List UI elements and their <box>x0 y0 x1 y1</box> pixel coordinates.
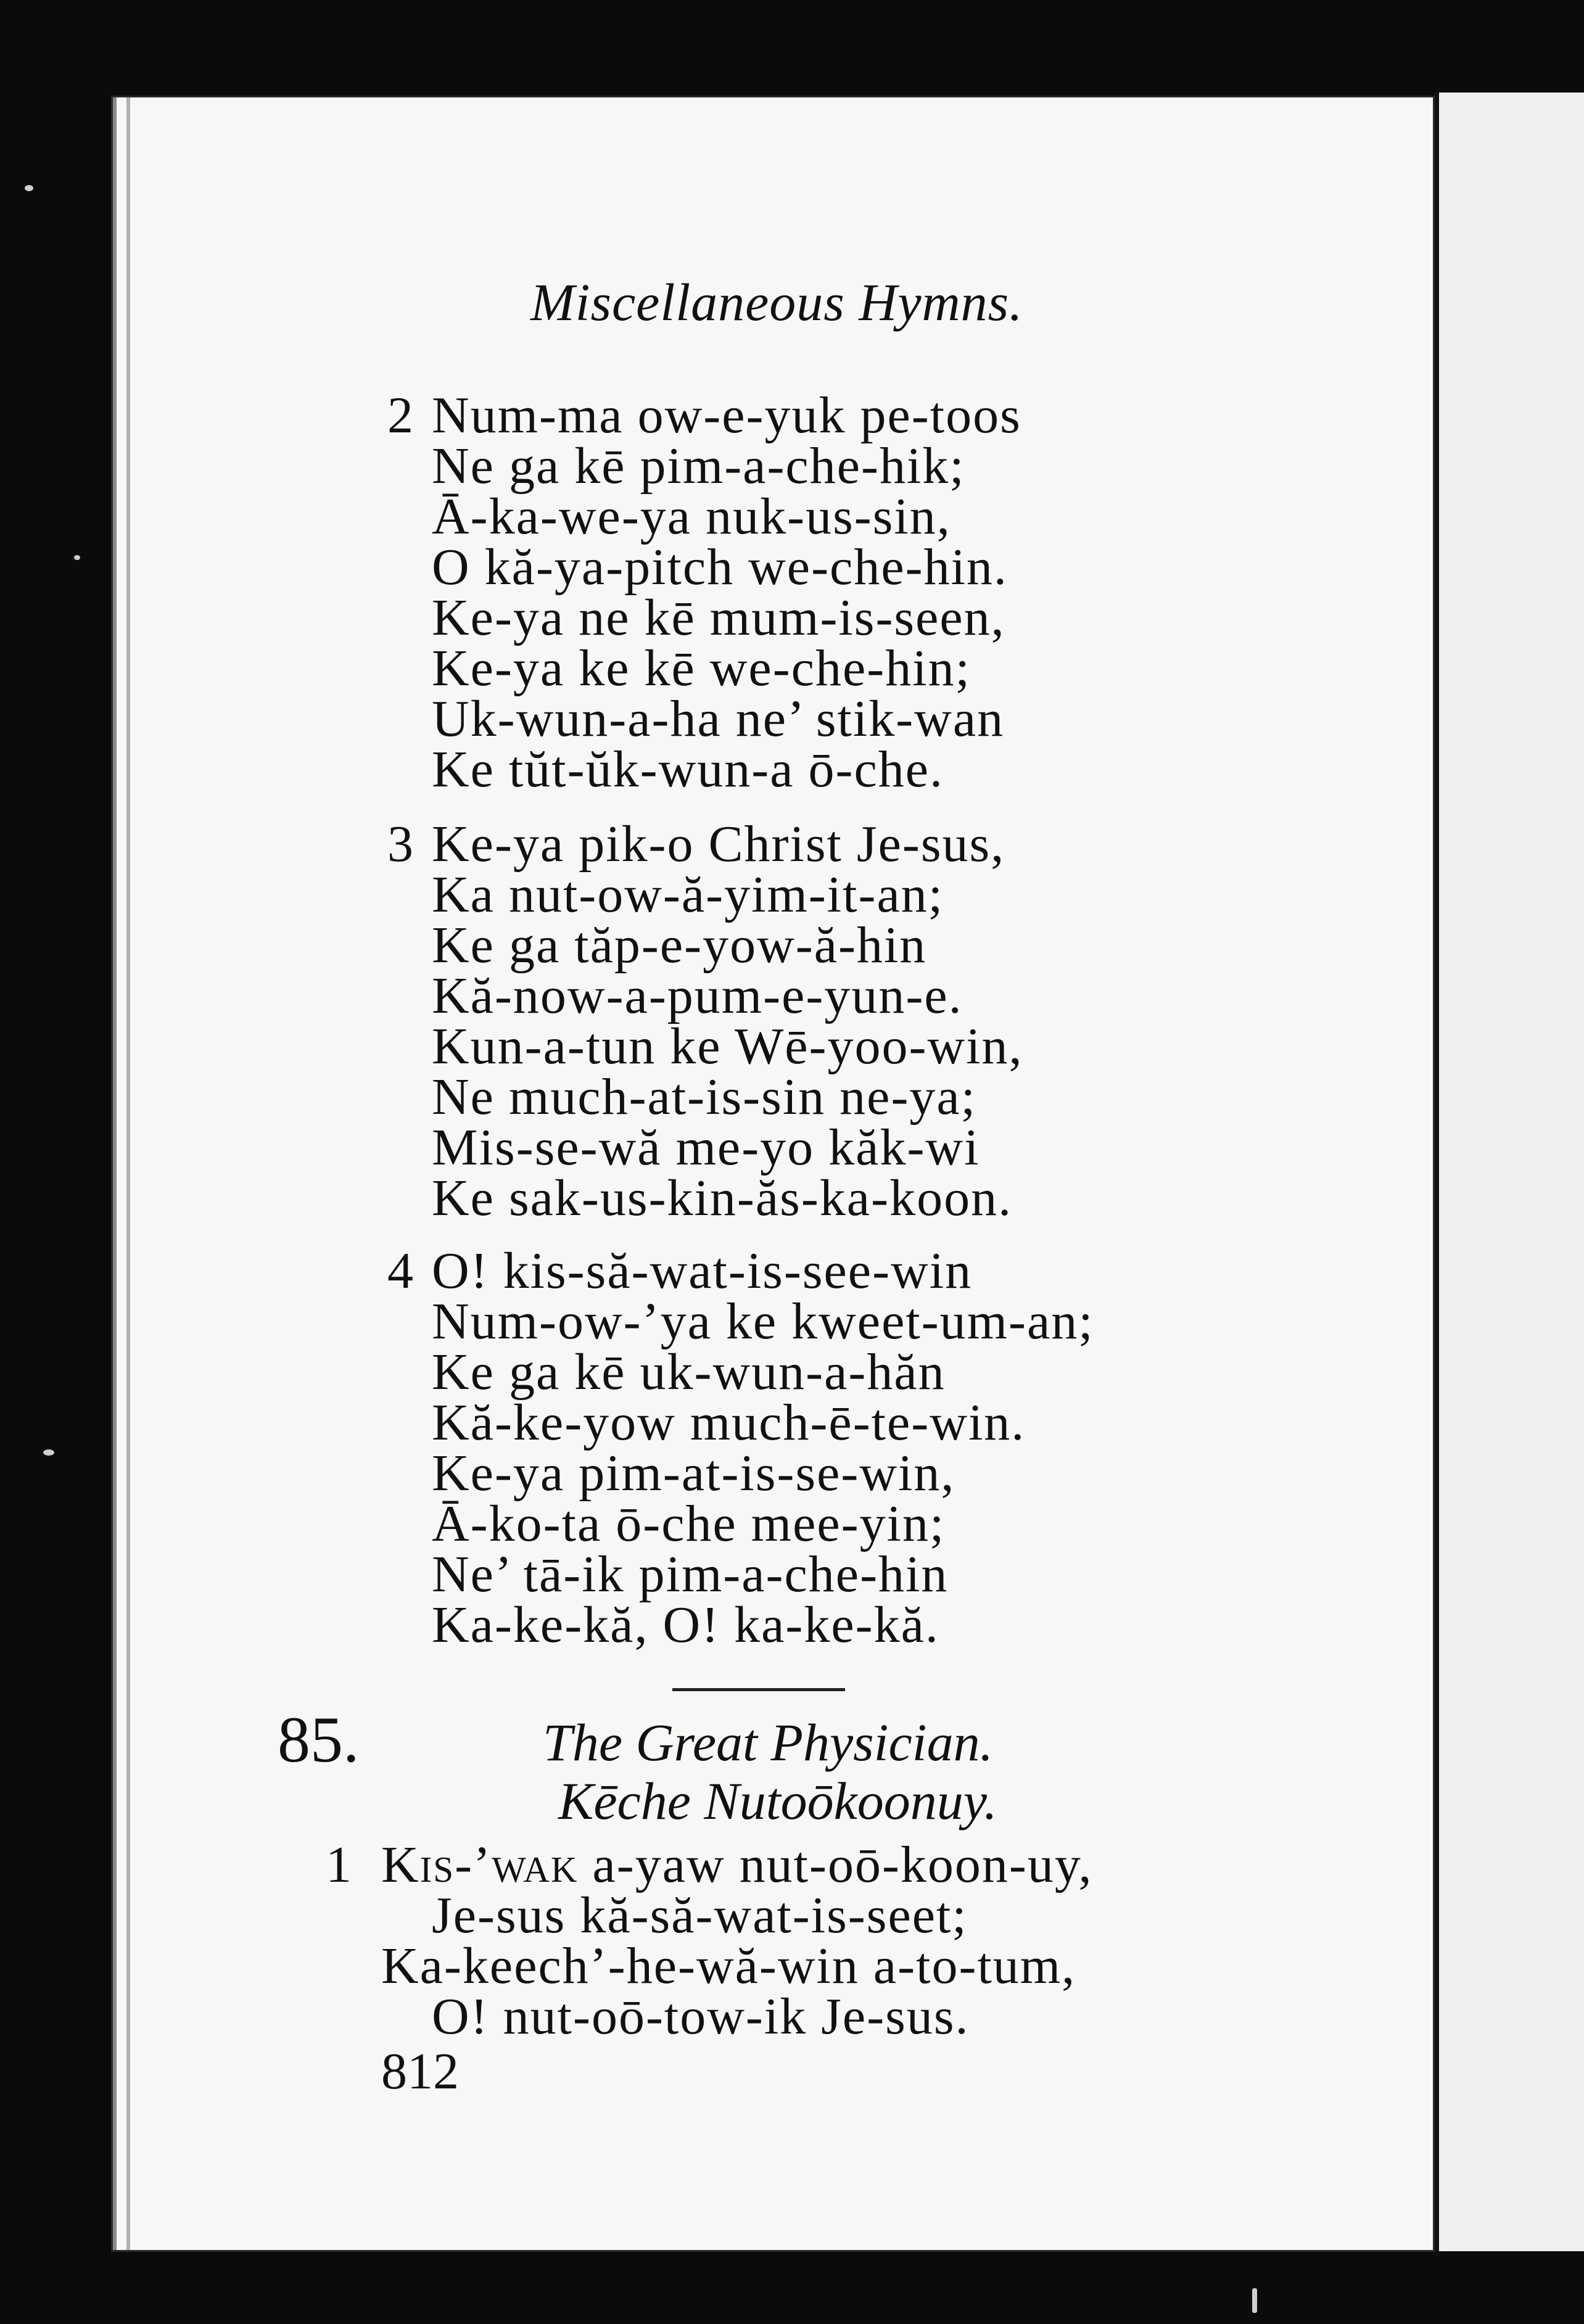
verse-line: Ke-ya ne kē mum-is-seen, <box>432 589 1005 646</box>
stanza-number: 4 <box>387 1242 413 1300</box>
adjacent-page-edge <box>1434 93 1584 2251</box>
verse-line: Ka-keech’-he-wă-win a-to-tum, <box>381 1937 1076 1995</box>
page-number: 812 <box>381 2043 459 2100</box>
verse-line: Ke tŭt-ŭk-wun-a ō-che. <box>432 741 944 798</box>
verse-line: Ā-ka-we-ya nuk-us-sin, <box>432 488 951 545</box>
verse-line-rest: a-yaw nut-oō-koon-uy, <box>578 1836 1093 1893</box>
verse-line: Ke ga tăp-e-yow-ă-hin <box>432 917 927 974</box>
page-gutter-shadow <box>113 97 117 2250</box>
scan-speck <box>74 555 80 560</box>
verse-line: Kă-now-a-pum-e-yun-e. <box>432 967 963 1024</box>
verse-line: Ne much-at-is-sin ne-ya; <box>432 1068 977 1126</box>
verse-line: O! kis-să-wat-is-see-win <box>432 1242 973 1300</box>
verse-line: Ka nut-ow-ă-yim-it-an; <box>432 866 944 923</box>
scan-speck <box>1252 2288 1257 2313</box>
verse-line: Ke-ya pim-at-is-se-win, <box>432 1444 955 1502</box>
stanza-number: 2 <box>387 387 413 444</box>
verse-line: Kun-a-tun ke Wē-yoo-win, <box>432 1018 1023 1075</box>
verse-line: Ne’ tā-ik pim-a-che-hin <box>432 1546 949 1603</box>
section-rule <box>672 1688 845 1691</box>
verse-line: Ke-ya pik-o Christ Je-sus, <box>432 815 1005 873</box>
verse-line: Mis-se-wă me-yo kăk-wi <box>432 1119 980 1176</box>
verse-line: Num-ma ow-e-yuk pe-toos <box>432 387 1021 444</box>
verse-line: Je-sus kă-să-wat-is-seet; <box>432 1887 968 1944</box>
hymn-subtitle: Kēche Nutoōkoonuy. <box>558 1771 997 1831</box>
verse-line: Ne ga kē pim-a-che-hik; <box>432 437 965 495</box>
verse-line: O kă-ya-pitch we-che-hin. <box>432 538 1008 596</box>
verse-line: Kă-ke-yow much-ē-te-win. <box>432 1394 1026 1451</box>
verse-line: Ka-ke-kă, O! ka-ke-kă. <box>432 1596 939 1654</box>
page-gutter-shadow <box>126 97 130 2250</box>
verse-line: Uk-wun-a-ha ne’ stik-wan <box>432 690 1005 748</box>
hymn-title: The Great Physician. <box>543 1713 994 1772</box>
verse-line: Num-ow-’ya ke kweet-um-an; <box>432 1293 1094 1350</box>
verse-line: O! nut-oō-tow-ik Je-sus. <box>432 1988 970 2045</box>
verse-line: Ke sak-us-kin-ăs-ka-koon. <box>432 1169 1013 1227</box>
hymn-number: 85. <box>278 1704 360 1776</box>
verse-line: Ke ga kē uk-wun-a-hăn <box>432 1343 946 1401</box>
stanza-number: 3 <box>387 815 413 873</box>
stanza-number: 1 <box>326 1836 352 1893</box>
running-head: Miscellaneous Hymns. <box>530 273 1023 332</box>
scan-speck <box>43 1449 54 1456</box>
verse-initial-smallcaps: Kis-’wak <box>381 1836 579 1893</box>
scan-speck <box>25 185 33 191</box>
verse-line: Ke-ya ke kē we-che-hin; <box>432 640 971 697</box>
verse-line: Ā-ko-ta ō-che mee-yin; <box>432 1495 946 1552</box>
